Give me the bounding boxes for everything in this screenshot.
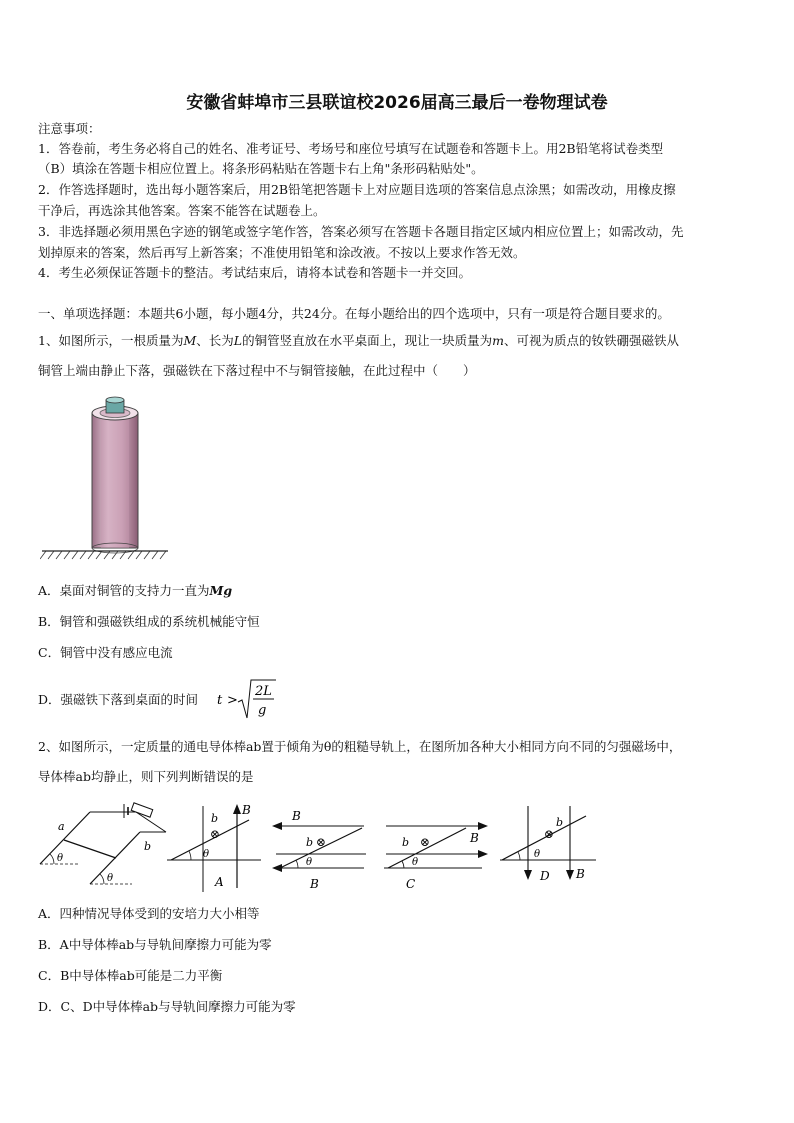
notice-line: 2．作答选择题时，选出每小题答案后，用2B铅笔把答题卡上对应题目选项的答案信息点涂黑；如需改动，用橡皮擦	[38, 182, 676, 197]
svg-text:b: b	[306, 836, 314, 849]
svg-text:B: B	[470, 831, 479, 845]
section-heading: 一、单项选择题：本题共6小题，每小题4分，共24分。在每小题给出的四个选项中，只有一项是符合题目要求的。	[38, 306, 670, 321]
svg-text:θ: θ	[412, 857, 419, 868]
svg-text:b: b	[144, 840, 152, 853]
q2-option-d[interactable]: D．C、D中导体棒ab与导轨间摩擦力可能为零	[38, 999, 296, 1014]
notice-heading: 注意事项：	[38, 121, 101, 136]
q2-option-c[interactable]: C．B中导体棒ab可能是二力平衡	[38, 968, 223, 983]
svg-text:θ: θ	[534, 849, 541, 860]
svg-text:A: A	[215, 875, 224, 889]
svg-text:θ: θ	[107, 873, 114, 884]
q1-option-d-formula	[216, 676, 278, 722]
q2-figure-d	[498, 800, 598, 895]
notice-line: （B）填涂在答题卡相应位置上。将条形码粘贴在答题卡右上角"条形码粘贴处"。	[38, 161, 484, 176]
notice-line: 4．考生必须保证答题卡的整洁。考试结束后，请将本试卷和答题卡一并交回。	[38, 265, 471, 280]
notice-line: 1．答卷前，考生务必将自己的姓名、准考证号、考场号和座位号填写在试题卷和答题卡上。用2B铅笔将试卷类型	[38, 141, 664, 156]
q1-figure-copper-tube	[40, 395, 170, 565]
svg-text:θ: θ	[203, 849, 210, 860]
svg-text:⊗: ⊗	[544, 827, 555, 841]
svg-text:B: B	[242, 803, 251, 817]
svg-text:C: C	[406, 877, 416, 891]
page-title: 安徽省蚌埠市三县联谊校2026届高三最后一卷物理试卷	[186, 93, 608, 113]
q2-figure-a	[163, 800, 263, 895]
svg-text:B: B	[292, 809, 301, 823]
q1-option-a[interactable]: A．桌面对铜管的支持力一直为Mg	[38, 583, 233, 598]
notice-line: 3．非选择题必须用黑色字迹的钢笔或签字笔作答，答案必须写在答题卡各题目指定区域内相应位置上；如需改动，先	[38, 224, 684, 239]
notice-line: 划掉原来的答案，然后再写上新答案；不准使用铅笔和涂改液。不按以上要求作答无效。	[38, 245, 526, 260]
q1-option-c[interactable]: C．铜管中没有感应电流	[38, 645, 173, 660]
q2-stem-line2: 导体棒ab均静止，则下列判断错误的是	[38, 769, 254, 784]
svg-text:B: B	[310, 877, 319, 891]
svg-text:⊗: ⊗	[316, 835, 327, 849]
svg-text:θ: θ	[57, 853, 64, 864]
q2-figure-b	[268, 806, 373, 896]
formula-gt: >	[227, 693, 238, 708]
q2-option-a[interactable]: A．四种情况导体受到的安培力大小相等	[38, 906, 260, 921]
q1-option-d[interactable]: D．强磁铁下落到桌面的时间	[38, 692, 199, 707]
svg-text:B: B	[576, 867, 585, 881]
formula-denominator: g	[258, 703, 267, 718]
q1-stem-line2: 铜管上端由静止下落，强磁铁在下落过程中不与铜管接触，在此过程中（ ）	[38, 363, 476, 378]
svg-text:⊗: ⊗	[210, 827, 221, 841]
q2-option-b[interactable]: B．A中导体棒ab与导轨间摩擦力可能为零	[38, 937, 272, 952]
formula-t: t	[217, 693, 223, 708]
q1-stem-line1: 1、如图所示，一根质量为M、长为L的铜管竖直放在水平桌面上，现让一块质量为m、可视为质点的钕铁硼强磁铁从	[38, 333, 679, 348]
svg-text:b: b	[556, 816, 564, 829]
svg-text:b: b	[211, 812, 219, 825]
svg-text:⊗: ⊗	[420, 835, 431, 849]
q2-figure-rails	[36, 800, 171, 890]
q2-stem-line1: 2、如图所示，一定质量的通电导体棒ab置于倾角为θ的粗糙导轨上，在图所加各种大小相同方向不同的匀强磁场中，	[38, 739, 682, 754]
q2-figure-c	[382, 806, 492, 896]
svg-text:b: b	[402, 836, 410, 849]
notice-line: 干净后，再选涂其他答案。答案不能答在试题卷上。	[38, 203, 326, 218]
formula-numerator: 2L	[255, 684, 272, 699]
svg-text:a: a	[58, 820, 65, 833]
svg-text:θ: θ	[306, 857, 313, 868]
svg-text:D: D	[540, 869, 550, 883]
q1-option-b[interactable]: B．铜管和强磁铁组成的系统机械能守恒	[38, 614, 260, 629]
